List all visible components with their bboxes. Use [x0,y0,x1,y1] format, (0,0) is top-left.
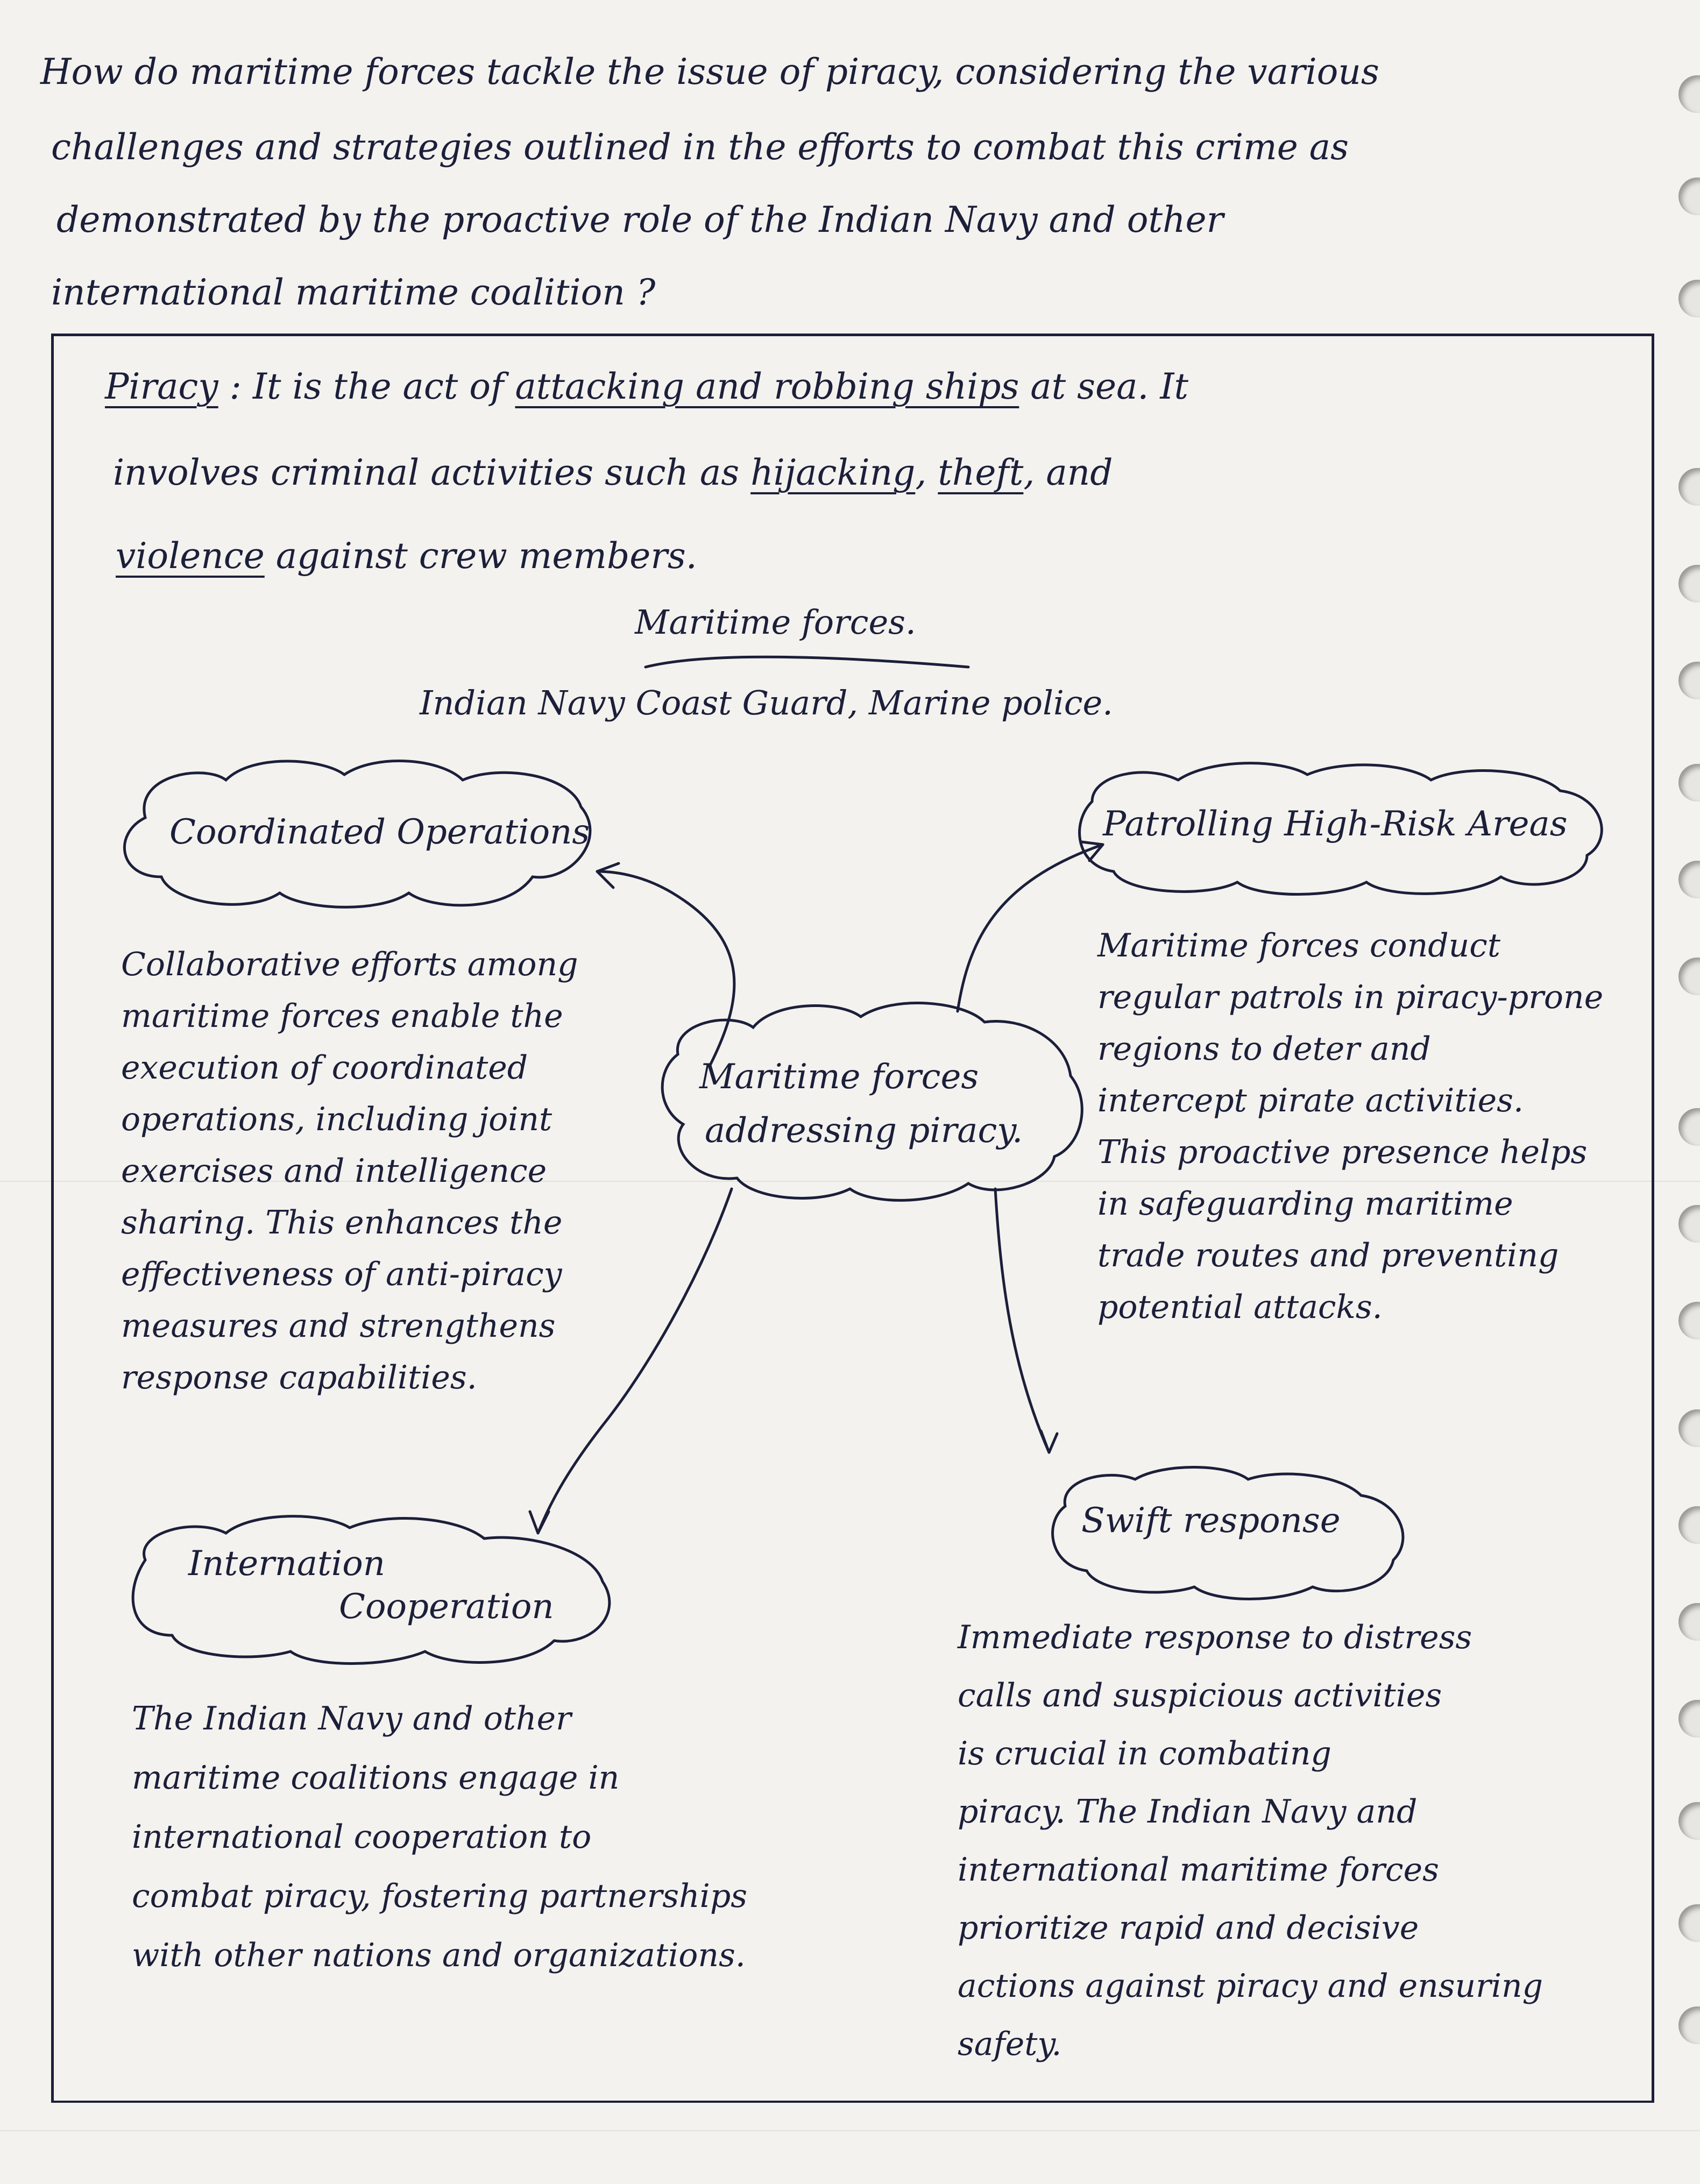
question-line: How do maritime forces tackle the issue of piracy, considering the various [40,51,1379,93]
paragraph-line: prioritize rapid and decisive [958,1909,1419,1947]
definition-text: , [915,452,927,493]
paragraph-line: sharing. This enhances the [121,1204,563,1242]
forces-heading: Maritime forces. [635,602,916,642]
paragraph-line: measures and strengthens [121,1307,556,1345]
paragraph-line: safety. [958,2025,1062,2063]
term-piracy: Piracy [105,366,218,407]
paragraph-line: in safeguarding maritime [1097,1185,1513,1223]
forces-bracket [646,657,968,667]
node-title-international-2: Cooperation [339,1587,554,1627]
paragraph-line: with other nations and organizations. [132,1937,746,1974]
paragraph-line: trade routes and preventing [1097,1237,1559,1274]
center-title-line2: addressing piracy. [705,1111,1023,1151]
question-line: demonstrated by the proactive role of the Indian Navy and other [56,199,1224,240]
connector-patrolling [958,845,1103,1011]
node-title-coordinated: Coordinated Operations [169,812,590,852]
definition-text: involves criminal activities such as [113,452,740,493]
paragraph-line: calls and suspicious activities [958,1677,1442,1714]
node-title-swift: Swift response [1081,1501,1341,1541]
paragraph-line: is crucial in combating [958,1735,1331,1772]
paragraph-line: Immediate response to distress [958,1619,1472,1656]
paragraph-line: regular patrols in piracy-prone [1097,978,1604,1016]
definition-underlined: violence [116,535,265,577]
arrowhead-coordinated-icon [597,863,619,888]
paragraph-line: maritime coalitions engage in [132,1759,620,1797]
forces-items: Indian Navy Coast Guard, Marine police. [420,683,1113,722]
paragraph-line: operations, including joint [121,1101,552,1138]
definition-text: at sea. It [1030,366,1188,407]
paragraph-line: The Indian Navy and other [132,1700,571,1738]
paragraph-line: maritime forces enable the [121,997,563,1035]
center-title-line1: Maritime forces [699,1057,979,1097]
paragraph-line: piracy. The Indian Navy and [958,1793,1418,1831]
node-title-patrolling: Patrolling High-Risk Areas [1103,804,1568,844]
paragraph-line: Collaborative efforts among [121,946,578,983]
paragraph-line: international maritime forces [958,1851,1439,1889]
paragraph-swift [958,1608,1543,2073]
paragraph-line: execution of coordinated [121,1049,528,1087]
node-title-international-1: Internation [188,1544,385,1584]
paragraph-line: effectiveness of anti-piracy [121,1256,562,1293]
definition-underlined: theft [938,452,1024,493]
question-line: international maritime coalition ? [51,272,656,313]
paragraph-international [132,1689,747,1985]
paragraph-line: exercises and intelligence [121,1152,547,1190]
paragraph-line: combat piracy, fostering partnerships [132,1877,748,1915]
definition-text: It is the act of [252,366,504,407]
paragraph-line: international cooperation to [132,1818,592,1856]
definition-text: , and [1023,452,1113,493]
definition-underlined: hijacking [750,452,916,493]
definition-underlined: attacking and robbing ships [515,366,1019,407]
paragraph-coordinated [121,939,578,1403]
term-separator: : [229,366,242,407]
paragraph-line: This proactive presence helps [1097,1133,1588,1171]
connector-coordinated [597,871,734,1065]
paragraph-line: potential attacks. [1097,1288,1383,1326]
connector-swift [995,1189,1049,1452]
paragraph-patrolling [1097,920,1603,1333]
arrowhead-international-icon [530,1512,549,1533]
paragraph-line: regions to deter and [1097,1030,1431,1068]
paragraph-line: response capabilities. [121,1359,477,1396]
paragraph-line: intercept pirate activities. [1097,1082,1524,1119]
definition-text: against crew members. [275,535,697,577]
paragraph-line: actions against piracy and ensuring [958,1967,1543,2005]
question-line: challenges and strategies outlined in the efforts to combat this crime as [51,126,1349,168]
paragraph-line: Maritime forces conduct [1097,927,1500,965]
